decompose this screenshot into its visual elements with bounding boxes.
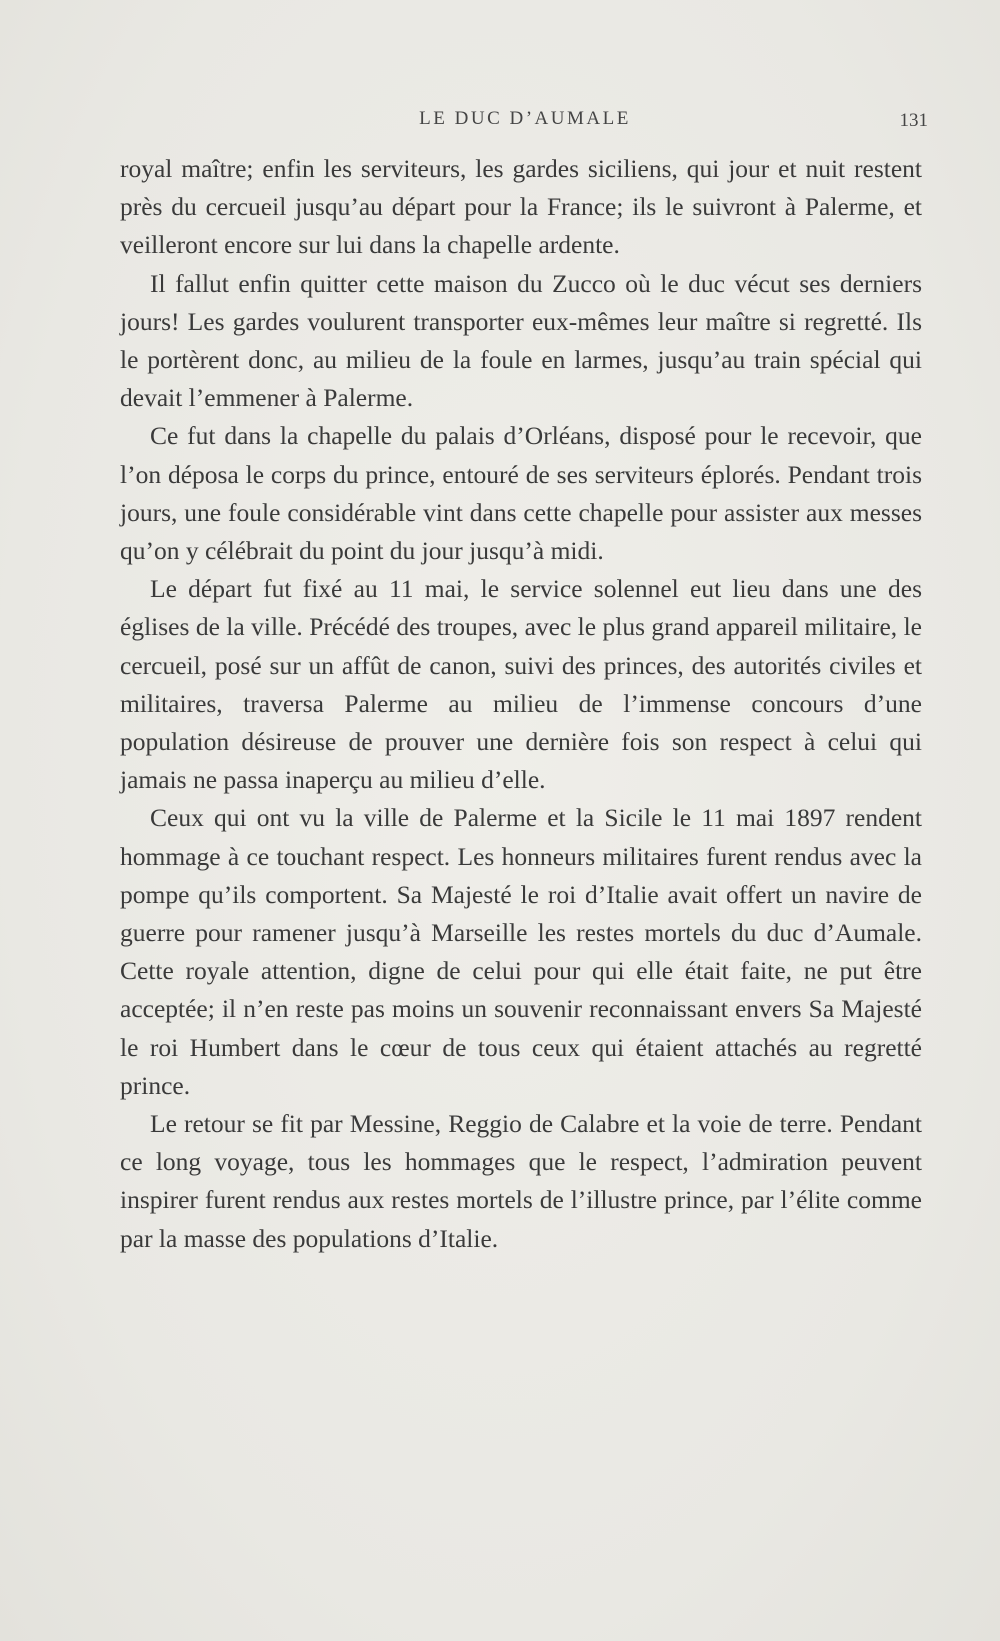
paragraph-continued: royal maître; enfin les serviteurs, les gardes siciliens, qui jour et nuit restent près du cercueil jusqu’au départ pour la France; ils le suivront à Palerme, et veilleront encore sur lui dans la chapelle ardente.	[120, 154, 922, 260]
running-header	[120, 108, 928, 138]
paragraph: Le départ fut fixé au 11 mai, le service solennel eut lieu dans une des églises de la ville. Précédé des troupes, avec le plus grand appareil militaire, le cercueil, posé sur un affût de canon, suivi des princes, des autorités civiles et militaires, traversa Palerme au milieu de l’immense concours d’une population désireuse de prouver une dernière fois son respect à celui qui jamais ne passa inaperçu au milieu d’elle.	[120, 574, 922, 795]
body-text	[120, 150, 922, 1258]
paragraph: Ce fut dans la chapelle du palais d’Orléans, disposé pour le recevoir, que l’on déposa le corps du prince, entouré de ses serviteurs éplorés. Pendant trois jours, une foule considérable vint dans cette chapelle pour assister aux messes qu’on y célébrait du point du jour jusqu’à midi.	[120, 421, 922, 566]
page-number: 131	[899, 110, 928, 131]
paragraph: Ceux qui ont vu la ville de Palerme et la Sicile le 11 mai 1897 rendent hommage à ce touchant respect. Les honneurs militaires furent rendus avec la pompe qu’ils comportent. Sa Majesté le roi d’Italie avait offert un navire de guerre pour ramener jusqu’à Marseille les restes mortels du duc d’Aumale. Cette royale attention, digne de celui pour qui elle était faite, ne put être acceptée; il n’en reste pas moins un souvenir reconnaissant envers Sa Majesté le roi Humbert dans le cœur de tous ceux qui étaient attachés au regretté prince.	[120, 803, 922, 1100]
paragraph: Le retour se fit par Messine, Reggio de Calabre et la voie de terre. Pendant ce long voyage, tous les hommages que le respect, l’admiration peuvent inspirer furent rendus aux restes mortels de l’illustre prince, par l’élite comme par la masse des populations d’Italie.	[120, 1109, 922, 1253]
running-title: LE DUC D’AUMALE	[419, 108, 631, 129]
paragraph: Il fallut enfin quitter cette maison du Zucco où le duc vécut ses derniers jours! Les gardes voulurent transporter eux-mêmes leur maître si regretté. Ils le portèrent donc, au milieu de la foule en larmes, jusqu’au train spécial qui devait l’emmener à Palerme.	[120, 268, 922, 413]
